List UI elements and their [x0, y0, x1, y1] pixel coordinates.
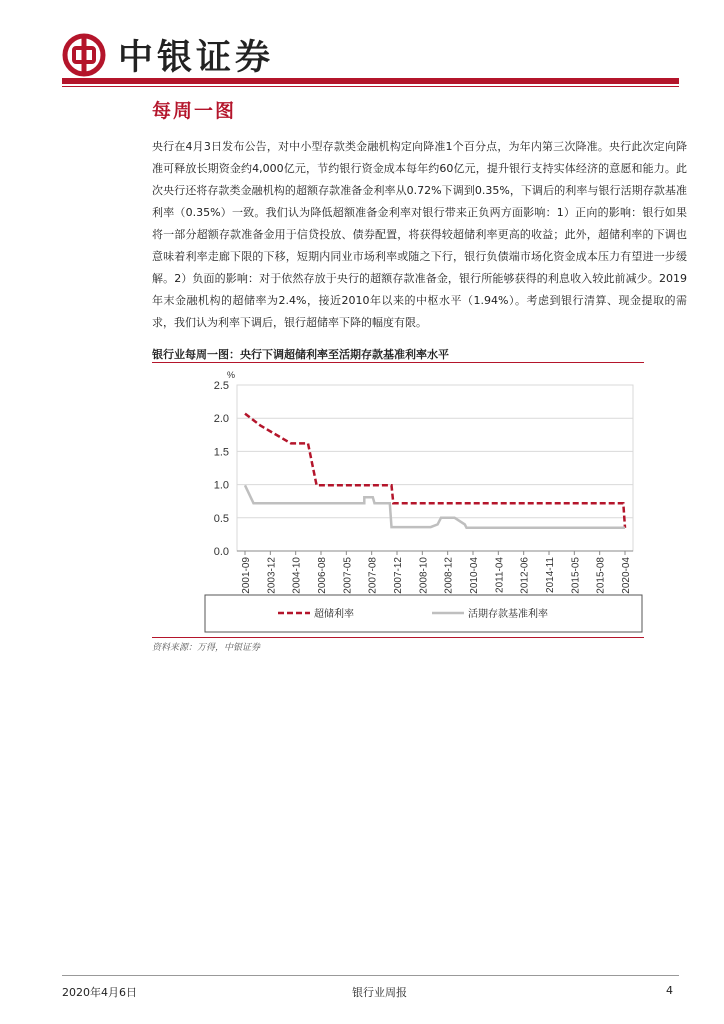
brand-name: 中银证券 — [118, 37, 275, 78]
legend-label-2: 活期存款基准利率 — [468, 609, 548, 620]
x-tick-label: 2020-04 — [621, 557, 632, 594]
x-tick-label: 2014-11 — [545, 557, 556, 593]
y-axis-unit: % — [227, 370, 236, 380]
x-tick-label: 2004-10 — [291, 557, 303, 594]
legend-label-1: 超储利率 — [314, 609, 354, 620]
x-tick-label: 2011-04 — [494, 557, 506, 593]
series-line-1 — [245, 414, 625, 528]
x-tick-label: 2007-05 — [342, 557, 354, 594]
x-tick-label: 2012-06 — [519, 557, 531, 594]
source-note: 资料来源：万得，中银证券 — [152, 643, 261, 653]
page-number: 4 — [666, 984, 673, 997]
x-tick-label: 2007-12 — [393, 557, 404, 594]
chart-bottom-rule — [152, 637, 644, 638]
footer-date: 2020年4月6日 — [62, 986, 137, 999]
chart-title: 银行业每周一图：央行下调超储利率至活期存款基准利率水平 — [152, 348, 449, 361]
x-tick-label: 2015-08 — [595, 557, 607, 594]
y-tick-label: 1.5 — [213, 446, 229, 459]
x-tick-label: 2006-08 — [317, 557, 328, 594]
y-tick-label: 2.5 — [213, 380, 229, 392]
y-tick-label: 0.5 — [213, 512, 229, 525]
x-tick-label: 2007-08 — [367, 557, 379, 594]
x-tick-label: 2008-10 — [418, 557, 430, 594]
y-tick-label: 2.0 — [213, 413, 229, 426]
x-tick-label: 2010-04 — [469, 557, 480, 594]
y-tick-label: 1.0 — [213, 479, 229, 492]
footer-rule — [62, 975, 679, 976]
x-tick-label: 2015-05 — [570, 557, 582, 594]
x-tick-label: 2001-09 — [241, 557, 252, 594]
body-paragraph: 央行在4月3日发布公告，对中小型存款类金融机构定向降准1个百分点，为年内第三次降准。央行此次定向降准可释放长期资金约4,000亿元，节约银行资金成本每年约60亿元，提升银行支持实体经济的意愿和能力。此次央行还将存款类金融机构的超额存款准备金利率从0.72%下调到0.35%，下调后的利率与银行活期存款基准利率（0.35%）一致。我们认为降低超额准备金利率对银行带来正负两方面影响：1）正向的影响：银行如果将一部分超额存款准备金用于信贷投放、债券配置，将获得较超储利率更高的收益；此外，超储利率的下调也意味着利率走廊下限的下移，短期内同业市场利率或随之下行，银行负债端市场化资金成本压力有望进一步缓解。2）负面的影响：对于依然存放于央行的超额存款准备金，银行所能够获得的利息收入较此前减少。2019年末金融机构的超储率为2.4%，接近2010年以来的中枢水平（1.94%）。考虑到银行清算、现金提取的需求，我们认为利率下调后，银行超储率下降的幅度有限。 — [152, 140, 687, 329]
x-tick-label: 2008-12 — [443, 557, 455, 594]
section-title: 每周一图 — [152, 100, 237, 122]
x-tick-label: 2003-12 — [266, 557, 278, 594]
footer-report-title: 银行业周报 — [352, 986, 407, 999]
y-tick-label: 0.0 — [213, 546, 229, 558]
series-line-2 — [245, 485, 625, 528]
legend-box — [205, 595, 642, 632]
